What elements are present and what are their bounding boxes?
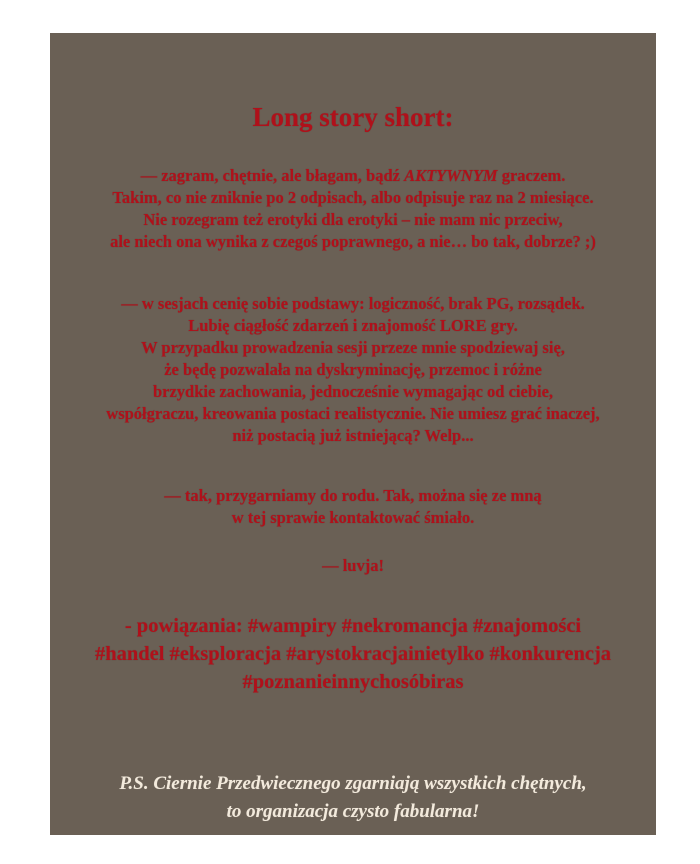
text-span: — zagram, chętnie, ale błagam, bądź: [140, 166, 405, 185]
session-values-paragraph: [47, 293, 659, 447]
activity-requirements-paragraph: [47, 165, 659, 253]
paragraph-line: w tej sprawie kontaktować śmiało.: [231, 508, 475, 527]
paragraph-line: brzydkie zachowania, jednocześnie wymagając od ciebie,: [152, 382, 554, 401]
page-title: Long story short:: [252, 102, 454, 132]
tags-line: #handel #eksploracja #arystokracjainietylko #konkurencja: [94, 643, 612, 665]
paragraph-line: — tak, przygarniamy do rodu. Tak, można się ze mną: [164, 486, 542, 505]
paragraph-line: niż postacią już istniejącą? Welp...: [232, 426, 474, 445]
text-span: graczem.: [497, 166, 566, 185]
tags-line: - powiązania: #wampiry #nekromancja #znajomości: [124, 615, 582, 637]
content-panel: [50, 33, 656, 835]
emphasis-text: AKTYWNYM: [404, 166, 498, 185]
paragraph-line: W przypadku prowadzenia sesji przeze mnie spodziewaj się,: [141, 338, 565, 357]
postscript-line: to organizacja czysto fabularna!: [226, 801, 480, 822]
paragraph-line: Nie rozegram też erotyki dla erotyki – nie mam nic przeciw,: [143, 210, 563, 229]
paragraph-line: Lubię ciągłość zdarzeń i znajomość LORE gry.: [188, 316, 518, 335]
postscript: [50, 770, 656, 826]
sign-off: — luvja!: [322, 556, 384, 575]
paragraph-line: że będę pozwalała na dyskryminację, przemoc i różne: [164, 360, 542, 379]
paragraph-line: współgraczu, kreowania postaci realistycznie. Nie umiesz grać inaczej,: [106, 404, 600, 423]
contact-paragraph: [47, 485, 659, 529]
tags-line: #poznanieinnychosóbiras: [242, 671, 464, 693]
relations-tags: [47, 612, 659, 696]
paragraph-line: Takim, co nie zniknie po 2 odpisach, albo odpisuje raz na 2 miesiące.: [112, 188, 594, 207]
paragraph-line: ale niech ona wynika z czegoś poprawnego, a nie… bo tak, dobrze? ;): [110, 232, 596, 251]
paragraph-line: — w sesjach cenię sobie podstawy: logiczność, brak PG, rozsądek.: [121, 294, 585, 313]
paragraph-line: [47, 165, 659, 187]
postscript-line: P.S. Ciernie Przedwiecznego zgarniają wszystkich chętnych,: [119, 773, 587, 794]
